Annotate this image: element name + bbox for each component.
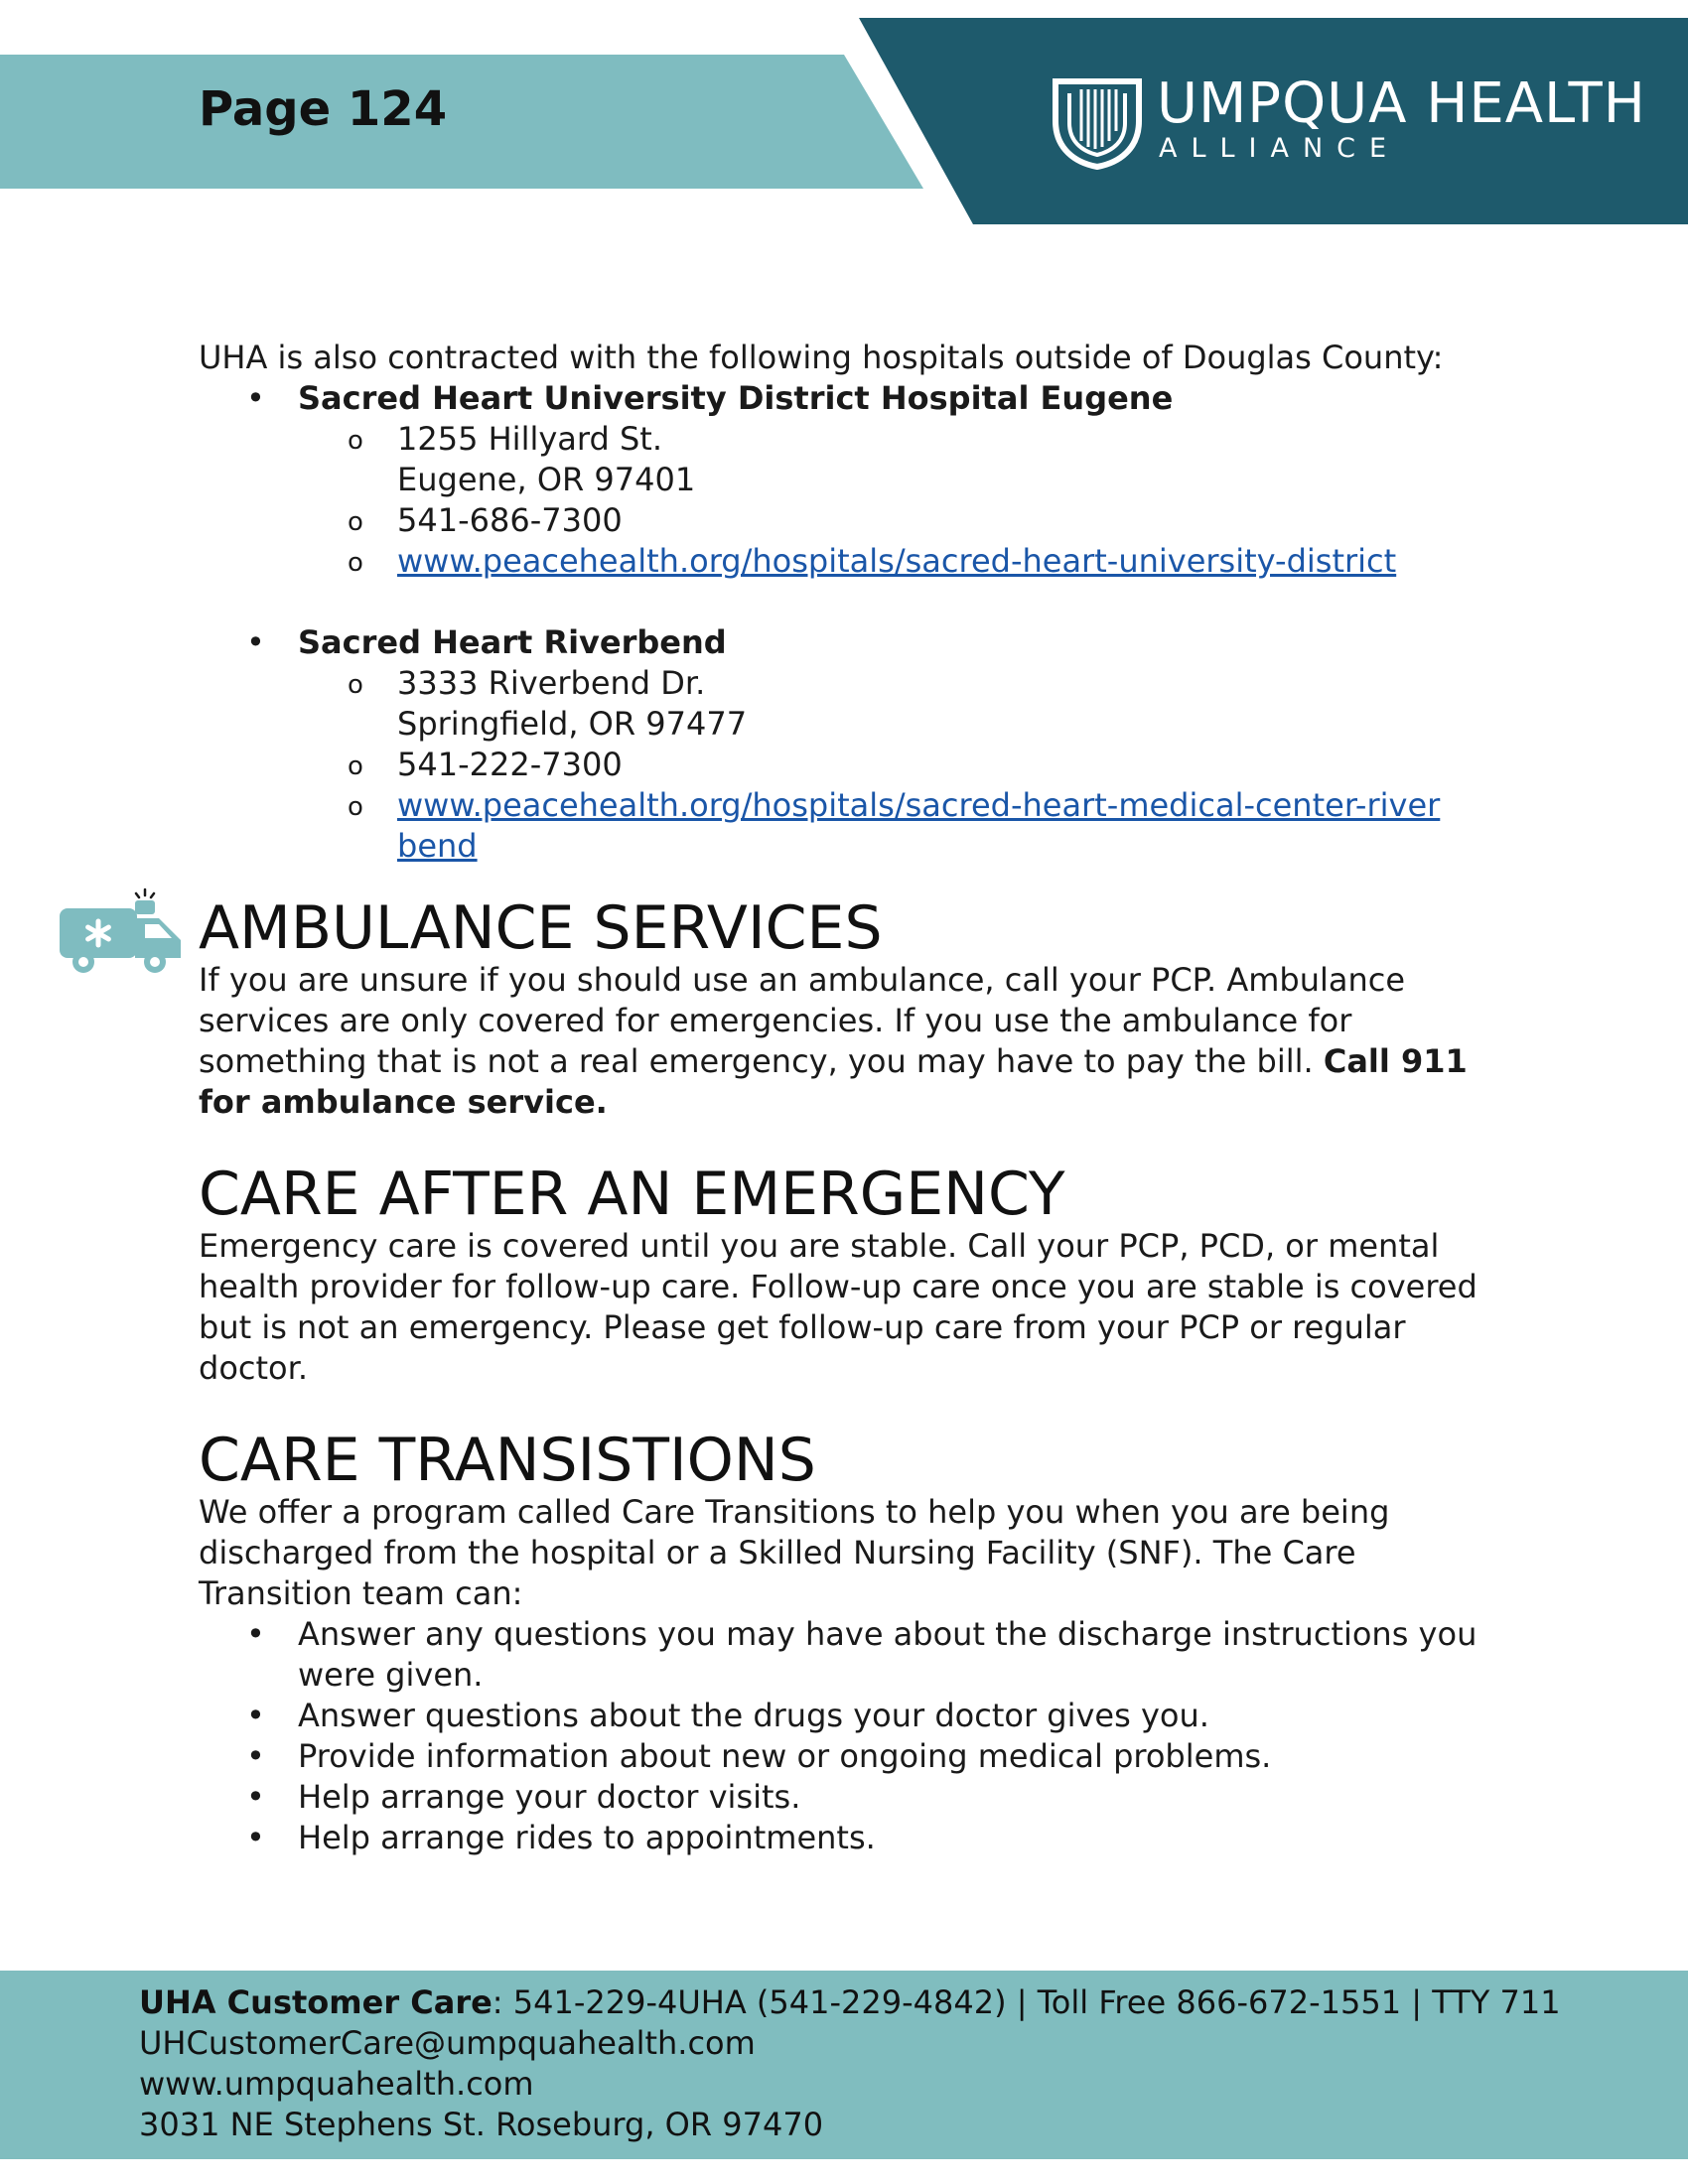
- hospital-link[interactable]: www.peacehealth.org/hospitals/sacred-heart-university-district: [397, 542, 1397, 580]
- hospital-phone: o 541-686-7300: [298, 500, 1499, 541]
- hospital-item: [199, 622, 1499, 867]
- hospital-link-item: [298, 785, 1499, 867]
- after-emergency-section: [199, 1162, 1499, 1389]
- ambulance-body: [199, 960, 1499, 1123]
- ambulance-section: [199, 893, 1499, 1123]
- page-number: Page 124: [199, 81, 448, 137]
- transitions-list: [199, 1614, 1499, 1858]
- address-line-2: Eugene, OR 97401: [397, 461, 696, 498]
- hospital-link[interactable]: www.peacehealth.org/hospitals/sacred-heart-medical-center-riverbend: [397, 786, 1441, 865]
- list-item: • Answer questions about the drugs your doctor gives you.: [199, 1696, 1499, 1736]
- footer-website[interactable]: www.umpquahealth.com: [139, 2065, 534, 2103]
- page-content: [199, 338, 1499, 1858]
- hospital-phone: o 541-222-7300: [298, 745, 1499, 785]
- hospital-name: Sacred Heart Riverbend: [298, 623, 727, 661]
- logo-name: UMPQUA HEALTH: [1157, 71, 1646, 136]
- hospital-details: [298, 419, 1499, 582]
- hospitals-intro: UHA is also contracted with the following hospitals outside of Douglas County:: [199, 339, 1444, 376]
- hospital-name: Sacred Heart University District Hospital Eugene: [298, 379, 1174, 417]
- footer-phones: : 541-229-4UHA (541-229-4842) | Toll Free 866-672-1551 | TTY 711: [492, 1983, 1561, 2021]
- ambulance-heading: [199, 893, 1499, 963]
- footer-email[interactable]: UHCustomerCare@umpquahealth.com: [139, 2024, 756, 2062]
- transitions-body: We offer a program called Care Transitions to help you when you are being discharged from the hospital or a Skilled Nursing Facility (SNF). The Care Transition team can:: [199, 1493, 1390, 1612]
- hospital-link-item: [298, 541, 1499, 582]
- after-emergency-body: Emergency care is covered until you are stable. Call your PCP, PCD, or mental health provider for follow-up care. Follow-up care once you are stable is covered but is not an emergency. Please get follow-up care from your PCP or regular doctor.: [199, 1227, 1477, 1387]
- footer-phones-line: [139, 1982, 1561, 2023]
- list-item: • Answer any questions you may have about the discharge instructions you were given.: [199, 1614, 1499, 1696]
- uha-logo-icon: [1048, 71, 1147, 171]
- footer-label: UHA Customer Care: [139, 1983, 492, 2021]
- footer-address: 3031 NE Stephens St. Roseburg, OR 97470: [139, 2106, 824, 2143]
- ambulance-icon: [60, 887, 184, 976]
- hospital-item: [199, 378, 1499, 622]
- ambulance-heading-text: AMBULANCE SERVICES: [199, 893, 883, 963]
- transitions-heading: CARE TRANSISTIONS: [199, 1426, 816, 1495]
- address-line-2: Springfield, OR 97477: [397, 705, 748, 743]
- ambulance-callout: Call 911 for ambulance service.: [199, 1042, 1468, 1121]
- list-item: • Help arrange rides to appointments.: [199, 1818, 1499, 1858]
- list-item: • Provide information about new or ongoing medical problems.: [199, 1736, 1499, 1777]
- footer-contact: [139, 1982, 1561, 2145]
- list-item: • Help arrange your doctor visits.: [199, 1777, 1499, 1818]
- hospital-list: [199, 378, 1499, 867]
- hospital-address: [298, 419, 1499, 500]
- address-line-1: o 1255 Hillyard St.: [397, 420, 662, 458]
- ambulance-body-text: If you are unsure if you should use an ambulance, call your PCP. Ambulance services are only covered for emergencies. If you use the ambulance for something that is not a real emergency, you may have to pay the bill.: [199, 961, 1406, 1080]
- hospital-details: [298, 663, 1499, 867]
- hospital-address: [298, 663, 1499, 745]
- logo-subtitle: ALLIANCE: [1159, 133, 1401, 164]
- uha-logo: [1048, 71, 1646, 171]
- footer: [0, 1971, 1688, 2159]
- address-line-1: o 3333 Riverbend Dr.: [397, 664, 706, 702]
- after-emergency-heading: CARE AFTER AN EMERGENCY: [199, 1160, 1065, 1229]
- transitions-section: [199, 1426, 1499, 1858]
- header-band-light: [0, 55, 923, 189]
